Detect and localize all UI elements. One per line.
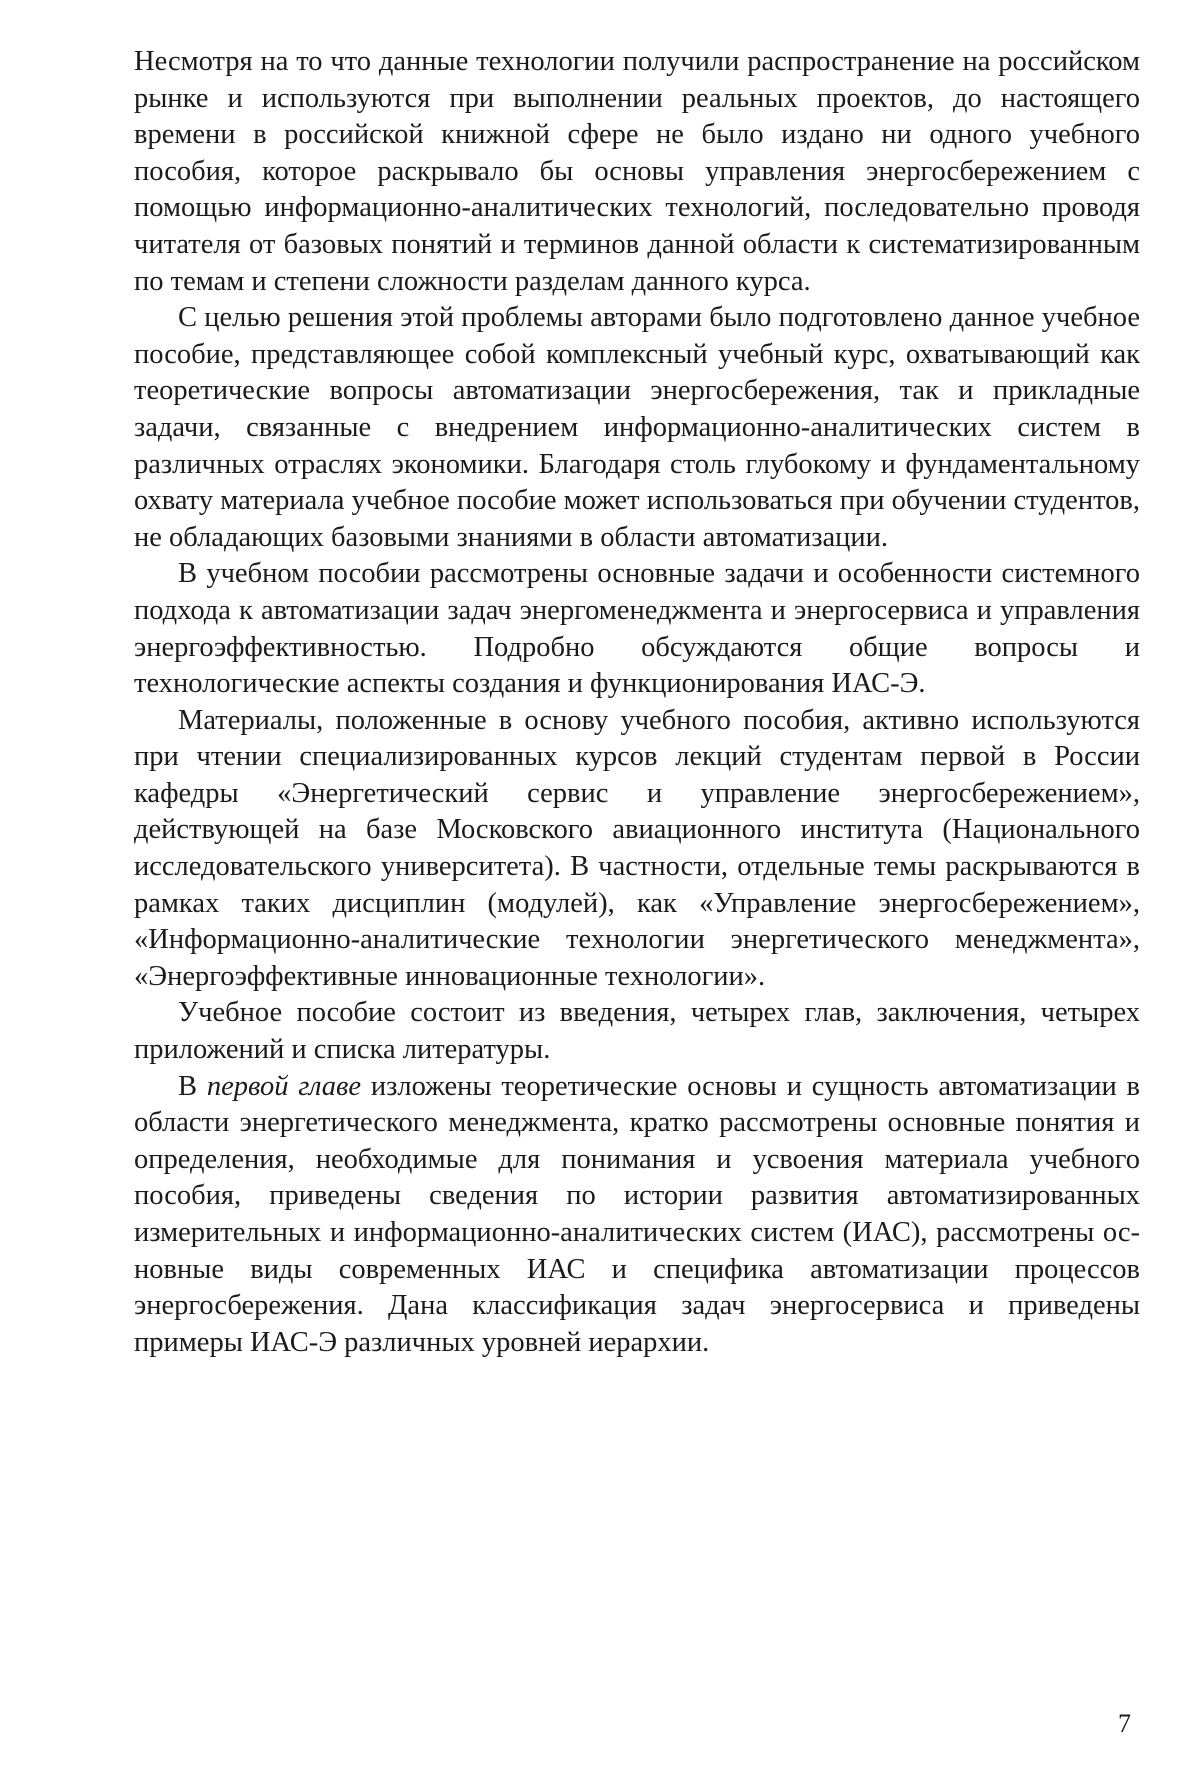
paragraph-6 <box>134 1069 1140 1362</box>
paragraph-6-lead: В <box>178 1070 207 1102</box>
page-body <box>134 44 1140 1361</box>
paragraph-6-text: изложены теоретические основы и сущность автоматизации в области энергетического менеджмента, кратко рассмотрены основные понятия и определения, необходимые для понимания и усвоения материала учебного пособия, приведены сведения по истории развития автоматизированных измерительных и информационно-аналитических систем (ИАС), рассмотрены основные виды современных ИАС и специфика автоматизации процессов энергосбережения. Дана классификация задач энергосервиса и приведены примеры ИАС-Э различных уровней иерархии. <box>134 1070 1140 1358</box>
paragraph-4: Материалы, положенные в основу учебного пособия, активно используются при чтении специализированных курсов лекций студентам первой в России кафедры «Энергетический сервис и управление энергосбережением», действующей на базе Московского авиационного института (Национального исследовательского университета). В частности, отдельные темы раскрываются в рамках таких дисциплин (модулей), как «Управление энергосбережением», «Информационно-аналитические технологии энергетического менеджмента», «Энергоэффективные инновационные технологии». <box>134 704 1140 992</box>
paragraph-3: В учебном пособии рассмотрены основные задачи и особенности системного подхода к автоматизации задач энергоменеджмента и энергосервиса и управления энергоэффективностью. Подробно обсуждаются общие вопросы и технологические аспекты создания и функционирования ИАС-Э. <box>134 558 1140 700</box>
page-number: 7 <box>1118 1709 1131 1738</box>
paragraph-6-emphasis: первой главе <box>206 1070 362 1102</box>
paragraph-5: Учебное пособие состоит из введения, четырех глав, заключения, четырех приложений и списка литературы. <box>134 997 1140 1066</box>
paragraph-1: Несмотря на то что данные технологии получили распространение на российском рынке и используются при выполнении реальных проектов, до настоящего времени в российской книжной сфере не было издано ни одного учебного пособия, которое раскрывало бы основы управления энергосбережением с помощью информационно-аналитических технологий, последовательно проводя читателя от базовых понятий и терминов данной области к систематизированным по темам и степени сложности разделам данного курса. <box>134 46 1140 297</box>
paragraph-2: С целью решения этой проблемы авторами было подготовлено данное учебное пособие, представляющее собой комплексный учебный курс, охватывающий как теоретические вопросы автоматизации энергосбережения, так и прикладные задачи, связанные с внедрением информационно-аналитических систем в различных отраслях экономики. Благодаря столь глубокому и фундаментальному охвату материала учебное пособие может использоваться при обучении студентов, не обладающих базовыми знаниями в области автоматизации. <box>134 302 1140 553</box>
